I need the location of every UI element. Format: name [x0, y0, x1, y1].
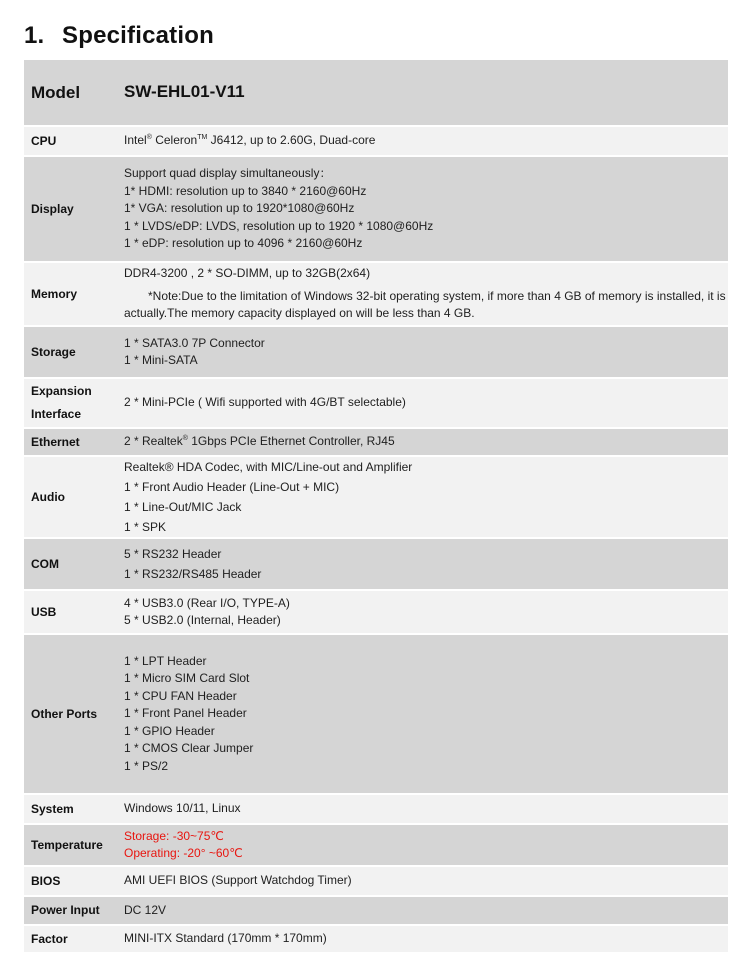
section-number: 1. [24, 22, 45, 49]
spec-value [115, 262, 728, 326]
spec-value [115, 428, 728, 456]
spec-label: Display [24, 156, 115, 262]
spec-label: Audio [24, 456, 115, 538]
spec-line: 1 * LPT Header [124, 653, 207, 668]
registered-mark: ® [146, 134, 152, 142]
spec-line: 1 * CMOS Clear Jumper [124, 741, 254, 756]
spec-line: 1 * Front Panel Header [124, 706, 247, 721]
page-title [24, 22, 214, 50]
spec-label: System [24, 794, 115, 824]
spec-label: BIOS [24, 866, 115, 896]
spec-row-factor [24, 925, 728, 953]
spec-line: 1 * RS232/RS485 Header [124, 567, 262, 581]
spec-value [115, 590, 728, 634]
spec-line: 1 * PS/2 [124, 758, 169, 773]
spec-line: 1 * SPK [124, 520, 167, 534]
spec-line: 5 * RS232 Header [124, 547, 222, 561]
spec-line: 1 * eDP: resolution up to 4096 * 2160@60Hz [124, 236, 363, 251]
spec-value: 2 * Mini-PCIe ( Wifi supported with 4G/BT selectable) [115, 378, 728, 428]
spec-line: 1 * Line-Out/MIC Jack [124, 500, 242, 514]
spec-label: USB [24, 590, 115, 634]
spec-value: SW-EHL01-V11 [115, 60, 728, 126]
spec-line: 1 * Mini-SATA [124, 353, 198, 367]
spec-row-temperature [24, 824, 728, 866]
spec-line: 1 * Micro SIM Card Slot [124, 671, 250, 686]
spec-line: 1* HDMI: resolution up to 3840 * 2160@60Hz [124, 183, 367, 198]
cpu-brand: Intel [124, 133, 147, 148]
ethernet-detail: 1Gbps PCIe Ethernet Controller, RJ45 [187, 434, 395, 449]
spec-label: COM [24, 538, 115, 590]
spec-row-model [24, 60, 728, 126]
spec-label: CPU [24, 126, 115, 156]
spec-row-bios [24, 866, 728, 896]
spec-row-system [24, 794, 728, 824]
specification-table [24, 60, 728, 954]
spec-line: 1 * CPU FAN Header [124, 688, 237, 703]
spec-value [115, 634, 728, 794]
spec-line: 4 * USB3.0 (Rear I/O, TYPE-A) [124, 595, 290, 610]
spec-row-ethernet [24, 428, 728, 456]
spec-value [115, 824, 728, 866]
spec-value [115, 538, 728, 590]
spec-line: 1 * Front Audio Header (Line-Out + MIC) [124, 480, 340, 494]
spec-line: DDR4-3200 , 2 * SO-DIMM, up to 32GB(2x64) [124, 266, 371, 281]
spec-row-memory [24, 262, 728, 326]
spec-label: Power Input [24, 896, 115, 925]
spec-value: DC 12V [115, 896, 728, 925]
spec-label: Factor [24, 925, 115, 953]
spec-row-cpu [24, 126, 728, 156]
spec-value [115, 156, 728, 262]
spec-value: MINI-ITX Standard (170mm * 170mm) [115, 925, 728, 953]
spec-line: Support quad display simultaneously： [124, 166, 332, 181]
operating-temperature: Operating: -20° ~60℃ [124, 846, 243, 860]
storage-temperature: Storage: -30~75℃ [124, 828, 224, 843]
spec-value: Windows 10/11, Linux [115, 794, 728, 824]
spec-line: Realtek® HDA Codec, with MIC/Line-out and Amplifier [124, 460, 413, 474]
spec-row-storage [24, 326, 728, 378]
spec-row-audio [24, 456, 728, 538]
trademark-mark: TM [197, 134, 208, 142]
spec-label: Memory [24, 262, 115, 326]
spec-value: AMI UEFI BIOS (Support Watchdog Timer) [115, 866, 728, 896]
spec-row-expansion [24, 378, 728, 428]
spec-row-usb [24, 590, 728, 634]
spec-row-other-ports [24, 634, 728, 794]
spec-value [115, 326, 728, 378]
spec-label: Temperature [24, 824, 115, 866]
spec-line: 1 * SATA3.0 7P Connector [124, 335, 265, 350]
spec-value [115, 456, 728, 538]
label-line: Interface [31, 407, 82, 421]
spec-line: 5 * USB2.0 (Internal, Header) [124, 613, 281, 627]
spec-label: Ethernet [24, 428, 115, 456]
spec-label: Model [24, 60, 115, 126]
spec-label: Other Ports [24, 634, 115, 794]
spec-row-power [24, 896, 728, 925]
spec-label: Storage [24, 326, 115, 378]
spec-label [24, 378, 115, 428]
cpu-series: Celeron [151, 133, 198, 148]
registered-mark: ® [182, 435, 188, 443]
spec-line: 1 * LVDS/eDP: LVDS, resolution up to 1920 * 1080@60Hz [124, 218, 434, 233]
cpu-detail: J6412, up to 2.60G, Duad-core [207, 133, 376, 148]
ethernet-vendor: 2 * Realtek [124, 434, 183, 449]
spec-line: 1 * GPIO Header [124, 723, 215, 738]
memory-note: *Note:Due to the limitation of Windows 32-bit operating system, if more than 4 GB of memory is installed, it is actually.The memory capacity displayed on will be less than 4 GB. [124, 288, 726, 321]
section-title: Specification [62, 22, 214, 49]
label-line: Expansion [31, 384, 92, 398]
spec-value [115, 126, 728, 156]
spec-line: 1* VGA: resolution up to 1920*1080@60Hz [124, 201, 355, 216]
spec-row-display [24, 156, 728, 262]
spec-row-com [24, 538, 728, 590]
